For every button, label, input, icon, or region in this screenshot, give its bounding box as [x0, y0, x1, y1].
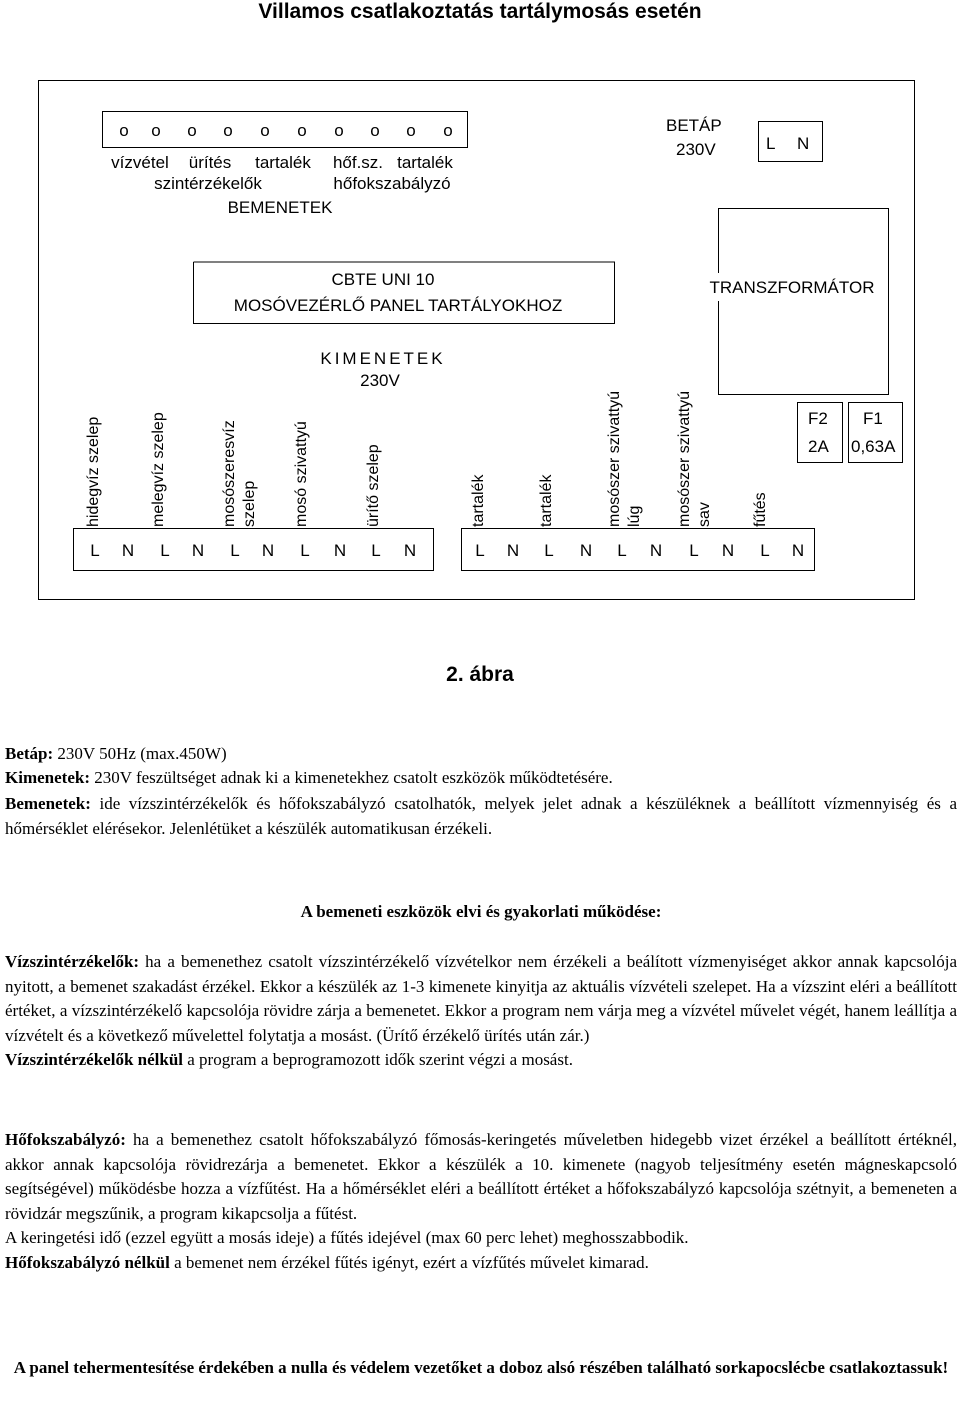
input-pin-2: o: [151, 121, 161, 140]
output-pin-left-4: N: [191, 541, 205, 560]
output-label-left-4: mosó szivattyú: [293, 421, 310, 527]
input-pin-4: o: [223, 121, 233, 140]
output-pin-right-7: L: [689, 541, 699, 560]
output-pin-right-8: N: [721, 541, 735, 560]
input-pin-3: o: [187, 121, 197, 140]
output-sublabel-right-4: sav: [696, 502, 713, 527]
intro-kimenetek-label: Kimenetek:: [5, 768, 90, 787]
output-label-left-2: melegvíz szelep: [150, 412, 167, 527]
output-pin-right-10: N: [791, 541, 805, 560]
para2-text: ha a bemenethez csatolt hőfokszabályzó főmosás-keringetés műveletben hidegebb vizet érzékel a beállított értéknél, akkor annak kapcsolója rövidrezárja a bemenetet. Ekkor a készülék a 10. kimenete (nagyob teljesítmény esetén mágneskapcsoló segítségével) működésbe hozza a vízfűtést. Ha a hőmérséklet eléri a beállított értéket a hőfokszabályzó kapcsolója szétnyit, a bemeneten a rövidzár megszűnik, a program kikapcsolja a fűtést.: [5, 1130, 957, 1223]
power-voltage: 230V: [676, 140, 716, 159]
output-pin-left-3: L: [160, 541, 170, 560]
output-pin-left-7: L: [300, 541, 310, 560]
para2-line2: A keringetési idő (ezzel együtt a mosás ideje) a fűtés idejével (max 60 perc lehet) meghosszabbodik.: [5, 1228, 689, 1247]
output-pin-right-5: L: [617, 541, 627, 560]
para2-label3: Hőfokszabályzó nélkül: [5, 1252, 170, 1272]
input-label-2: ürítés: [188, 153, 232, 172]
fuse-f2-label: F2: [808, 409, 828, 428]
input-pin-9: o: [406, 121, 416, 140]
output-sublabel-right-3: lúg: [626, 505, 643, 527]
input-label-1: vízvétel: [111, 153, 169, 172]
para1-text2: a program a beprogramozott idők szerint végzi a mosást.: [183, 1050, 573, 1069]
power-pin-n: N: [797, 134, 810, 153]
output-label-right-2: tartalék: [538, 474, 555, 527]
output-pin-left-5: L: [230, 541, 240, 560]
input-pins: [119, 121, 452, 140]
output-labels: [85, 391, 769, 527]
intro-bemenetek: [5, 792, 957, 841]
inputs-title: BEMENETEK: [227, 198, 333, 217]
fuse-f2-value: 2A: [808, 437, 829, 456]
input-pin-5: o: [260, 121, 270, 140]
output-pin-left-1: L: [90, 541, 100, 560]
wiring-diagram: [0, 0, 960, 640]
panel-name: MOSÓVEZÉRLŐ PANEL TARTÁLYOKHOZ: [233, 296, 563, 315]
para1-label: Vízszintérzékelők:: [5, 952, 140, 971]
para2-text3: a bemenet nem érzékel fűtés igényt, ezért a vízfűtés művelet kimarad.: [169, 1252, 649, 1272]
fuse-f1-value: 0,63A: [851, 437, 896, 456]
figure-caption: 2. ábra: [446, 663, 514, 686]
input-labels: [111, 153, 453, 172]
power-title: BETÁP: [666, 116, 722, 135]
output-pin-left-10: N: [403, 541, 417, 560]
document-title: Villamos csatlakoztatás tartálymosás esetén: [258, 0, 702, 23]
paragraph-level-sensors: [5, 950, 957, 1073]
transformer-box: [719, 209, 889, 395]
power-pin-l: L: [766, 134, 776, 153]
output-pin-right-1: L: [475, 541, 485, 560]
intro-betap-text: 230V 50Hz (max.450W): [53, 744, 227, 763]
output-pin-right-6: N: [649, 541, 663, 560]
input-pin-8: o: [370, 121, 380, 140]
output-label-right-3: mosószer szivattyú: [606, 390, 623, 527]
intro-kimenetek-text: 230V feszültséget adnak ki a kimenetekhez csatolt eszközök működtetésére.: [89, 768, 613, 787]
output-label-left-1: hidegvíz szelep: [85, 416, 102, 527]
intro-kimenetek: [5, 766, 957, 791]
output-label-right-4: mosószer szivattyú: [676, 390, 693, 527]
input-pin-7: o: [334, 121, 344, 140]
intro-betap: [5, 742, 957, 767]
output-pin-right-9: L: [760, 541, 770, 560]
output-label-right-1: tartalék: [470, 474, 487, 527]
footer-note: A panel tehermentesítése érdekében a nulla és védelem vezetőket a doboz alsó részében található sorkapocslécbe csatlakoztassuk!: [13, 1358, 949, 1377]
intro-bemenetek-text: ide vízszintérzékelők és hőfokszabályzó csatolhatók, melyek jelet adnak a készüléknek a beállított vízmennyiség és a hőmérséklet elérésekor. Jelenlétüket a készülék automatikusan érzékeli.: [5, 794, 957, 838]
output-pin-left-9: L: [371, 541, 381, 560]
input-pin-1: o: [119, 121, 129, 140]
output-sublabel-left-3: szelep: [241, 480, 258, 527]
input-group-levels: szintérzékelők: [154, 174, 262, 193]
output-label-right-5: fűtés: [752, 492, 769, 527]
input-pin-10: o: [443, 121, 453, 140]
input-pin-6: o: [297, 121, 307, 140]
output-pins: [90, 541, 804, 560]
fuse-f1-label: F1: [863, 409, 883, 428]
para1-text: ha a bemenethez csatolt vízszintérzékelő vízvételkor nem érzékeli a beálított vízmenyiséget akkor annak kapcsolója nyitott, a bemenet szakadást érzékel. Ekkor a készülék az 1-3 kimenete kinyitja az aktuális vízvételi szelepet. Ha a vízszint eléri a beállított értéket, a vízszintérzékelő kapcsolója rövidre zárja a bemenetet. Ekkor a program nem várja meg a vízvétel művelet végét, hanem leállítja a vízvételt és a következő művelettel folytatja a mosást. (Ürítő érzékelő ürítés után zár.): [5, 952, 957, 1045]
panel-model: CBTE UNI 10: [331, 270, 435, 289]
para2-label: Hőfokszabályzó:: [5, 1130, 126, 1149]
input-label-4: hőf.sz.: [332, 153, 384, 172]
input-group-thermostat: hőfokszabályzó: [333, 174, 451, 193]
output-label-left-5: ürítő szelep: [365, 444, 382, 527]
para1-label2: Vízszintérzékelők nélkül: [5, 1050, 184, 1069]
section-heading: A bemeneti eszközök elvi és gyakorlati működése:: [300, 902, 662, 921]
intro-betap-label: Betáp:: [5, 744, 54, 763]
transformer-label: TRANSZFORMÁTOR: [709, 278, 875, 297]
paragraph-thermostat: [5, 1128, 957, 1275]
input-label-3: tartalék: [255, 153, 311, 172]
output-pin-left-6: N: [261, 541, 275, 560]
input-label-5: tartalék: [397, 153, 453, 172]
output-pin-left-2: N: [121, 541, 135, 560]
output-pin-left-8: N: [333, 541, 347, 560]
output-pin-right-4: N: [579, 541, 593, 560]
output-label-left-3: mosószeresvíz: [221, 420, 238, 527]
output-pin-right-3: L: [544, 541, 554, 560]
outputs-title: KIMENETEK: [320, 349, 446, 368]
output-pin-right-2: N: [506, 541, 520, 560]
outputs-voltage: 230V: [360, 371, 400, 390]
intro-bemenetek-label: Bemenetek:: [5, 794, 91, 813]
